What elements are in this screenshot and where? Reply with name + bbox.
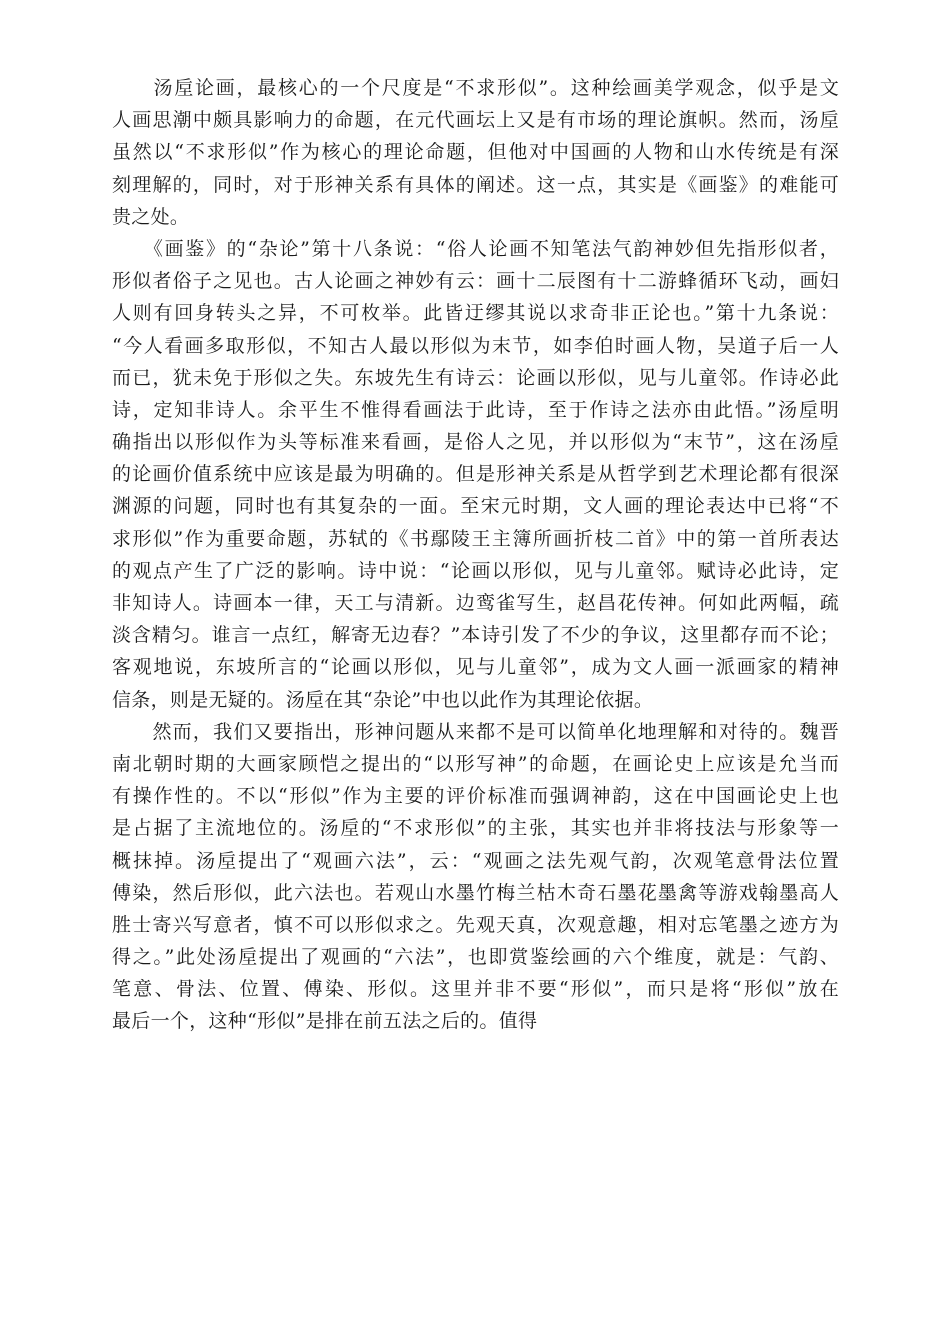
text-line: 然而，我们又要指出，形神问题从来都不是可以简单化地理解和对待的。魏晋 <box>112 720 839 743</box>
text-line: 《画鉴》的“杂论”第十八条说：“俗人论画不知笔法气韵神妙但先指形似者， <box>112 237 839 260</box>
body-text <box>112 72 839 1038</box>
text-line: 刻理解的，同时，对于形神关系有具体的阐述。这一点，其实是《画鉴》的难能可 <box>112 173 839 196</box>
text-line: 的观点产生了广泛的影响。诗中说：“论画以形似，见与儿童邻。赋诗必此诗，定 <box>112 559 839 582</box>
text-line: 形似者俗子之见也。古人论画之神妙有云：画十二辰图有十二游蜂循环飞动，画妇 <box>112 270 839 293</box>
text-line: 是占据了主流地位的。汤垕的“不求形似”的主张，其实也并非将技法与形象等一 <box>112 817 839 840</box>
text-line: 非知诗人。诗画本一律，天工与清新。边鸾雀写生，赵昌花传神。何如此两幅，疏 <box>112 592 839 614</box>
text-line: 求形似”作为重要命题，苏轼的《书鄢陵王主簿所画折枝二首》中的第一首所表达 <box>112 527 839 550</box>
text-line: 概抹掉。汤垕提出了“观画六法”，云：“观画之法先观气韵，次观笔意骨法位置 <box>112 849 839 872</box>
text-line: “今人看画多取形似，不知古人最以形似为末节，如李伯时画人物，吴道子后一人 <box>112 334 839 357</box>
text-line: 得之。”此处汤垕提出了观画的“六法”，也即赏鉴绘画的六个维度，就是：气韵、 <box>112 946 839 969</box>
text-line: 虽然以“不求形似”作为核心的理论命题，但他对中国画的人物和山水传统是有深 <box>112 141 839 164</box>
text-line: 而已，犹未免于形似之失。东坡先生有诗云：论画以形似，见与儿童邻。作诗必此 <box>112 366 839 389</box>
text-line: 贵之处。 <box>112 205 190 228</box>
text-line: 傅染，然后形似，此六法也。若观山水墨竹梅兰枯木奇石墨花墨禽等游戏翰墨高人 <box>112 881 839 904</box>
text-line: 最后一个，这种“形似”是排在前五法之后的。值得 <box>112 1010 538 1033</box>
text-line: 渊源的问题，同时也有其复杂的一面。至宋元时期，文人画的理论表达中已将“不 <box>112 495 839 518</box>
text-line: 胜士寄兴写意者，慎不可以形似求之。先观天真，次观意趣，相对忘笔墨之迹方为 <box>112 913 839 936</box>
paragraph-2 <box>112 233 839 716</box>
text-line: 汤垕论画，最核心的一个尺度是“不求形似”。这种绘画美学观念，似乎是文 <box>112 77 839 99</box>
text-line: 淡含精匀。谁言一点红，解寄无边春？”本诗引发了不少的争议，这里都存而不论； <box>112 624 839 647</box>
text-line: 人画思潮中颇具影响力的命题，在元代画坛上又是有市场的理论旗帜。然而，汤垕 <box>112 109 839 132</box>
text-line: 南北朝时期的大画家顾恺之提出的“以形写神”的命题，在画论史上应该是允当而 <box>112 752 839 775</box>
paragraph-3 <box>112 716 839 1038</box>
paragraph-1 <box>112 72 839 233</box>
text-line: 的论画价值系统中应该是最为明确的。但是形神关系是从哲学到艺术理论都有很深 <box>112 463 839 486</box>
text-line: 客观地说，东坡所言的“论画以形似，见与儿童邻”，成为文人画一派画家的精神 <box>112 656 839 679</box>
text-line: 确指出以形似作为头等标准来看画，是俗人之见，并以形似为“末节”，这在汤垕 <box>112 431 839 454</box>
text-line: 信条，则是无疑的。汤垕在其“杂论”中也以此作为其理论依据。 <box>112 688 654 711</box>
text-line: 人则有回身转头之异，不可枚举。此皆迂缪其说以求奇非正论也。”第十九条说： <box>112 302 839 325</box>
text-line: 笔意、骨法、位置、傅染、形似。这里并非不要“形似”，而只是将“形似”放在 <box>112 978 839 1001</box>
text-line: 诗，定知非诗人。余平生不惟得看画法于此诗，至于作诗之法亦由此悟。”汤垕明 <box>112 398 839 421</box>
text-line: 有操作性的。不以“形似”作为主要的评价标准而强调神韵，这在中国画论史上也 <box>112 785 839 808</box>
